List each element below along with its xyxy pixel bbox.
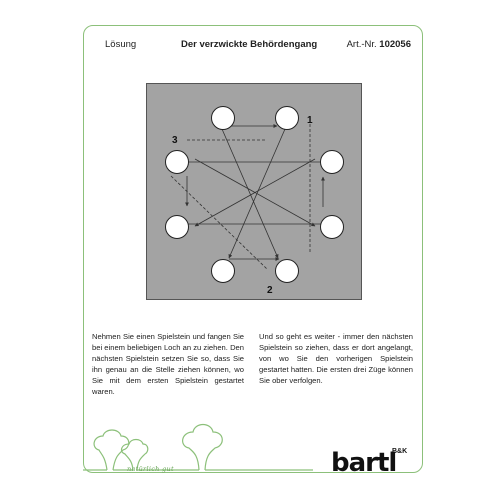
step-label-1: 1 <box>307 115 313 126</box>
step-label-3: 3 <box>172 135 178 146</box>
hole-right-bottom <box>321 216 344 239</box>
dashed-guides <box>171 124 310 269</box>
hole-top-right <box>276 107 299 130</box>
hole-left-bottom <box>166 216 189 239</box>
instructions-right: Und so geht es weiter - immer den nächsten Spielstein so ziehen, dass er dort angelangt, von wo Sie den vorherigen Spielstein gestartet hatten. Die ersten drei Züge können Sie ober verfolgen. <box>259 332 413 385</box>
hole-right-top <box>321 151 344 174</box>
article-number-label: Art.-Nr. <box>346 39 377 50</box>
holes <box>166 107 344 283</box>
instructions-left: Nehmen Sie einen Spielstein und fangen Sie bei einem beliebigen Loch an zu ziehen. Den nächsten Spielstein setzen Sie so, dass Sie ihn genau an die Stelle ziehen können, wo Sie mit dem ersten Spielstein gestartet waren. <box>92 332 244 396</box>
puzzle-board <box>146 83 362 300</box>
step-label-2: 2 <box>267 285 273 296</box>
slogan: natürlich gut <box>127 465 174 473</box>
puzzle-diagram <box>147 84 363 301</box>
hole-bottom-right <box>276 260 299 283</box>
solution-label: Lösung <box>105 39 137 50</box>
article-number <box>347 39 411 50</box>
hole-top-left <box>212 107 235 130</box>
hole-left-top <box>166 151 189 174</box>
article-number-value: 102056 <box>379 39 411 50</box>
brand-logo: bartl <box>331 448 397 478</box>
move-arrows <box>185 126 325 259</box>
hole-bottom-left <box>212 260 235 283</box>
header <box>83 39 423 53</box>
puzzle-title: Der verzwickte Behördengang <box>181 39 318 50</box>
brand-logo-mark: B&K <box>392 448 408 455</box>
